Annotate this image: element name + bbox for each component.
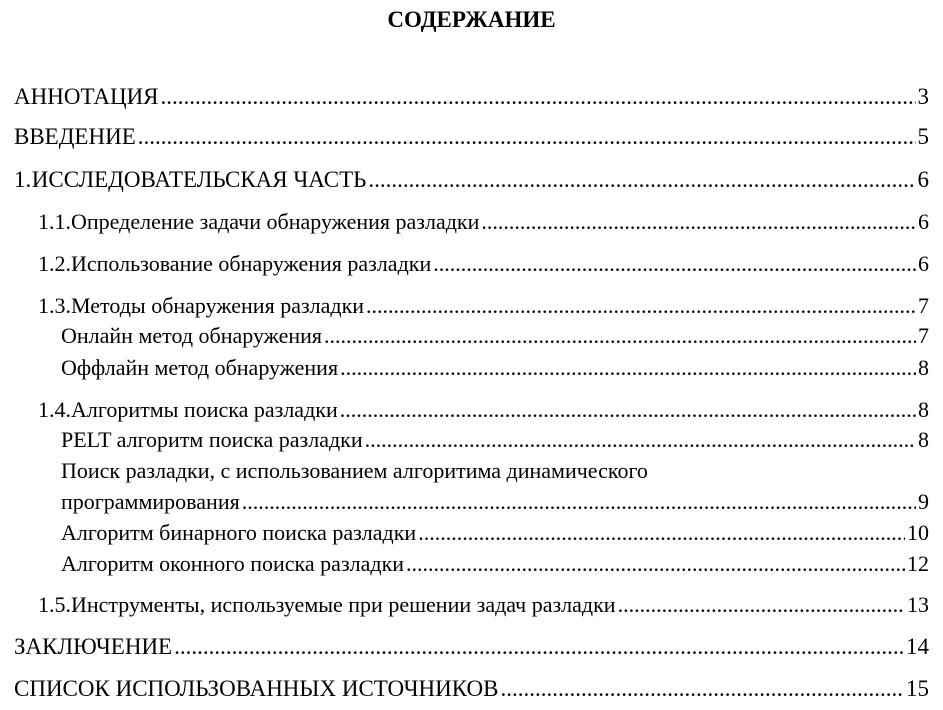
toc-entry-text: Алгоритм бинарного поиска разладки [61, 520, 417, 545]
toc-leader-dots [368, 165, 915, 195]
toc-page-number: 5 [917, 124, 929, 149]
toc-entry-text: Инструменты, используемые при решении задач разладки [71, 592, 616, 617]
toc-entry-text: ВВЕДЕНИЕ [14, 124, 136, 149]
toc-page-number: 6 [918, 251, 929, 276]
toc-entry-text: АННОТАЦИЯ [14, 84, 159, 109]
toc-entry-intro[interactable] [14, 122, 929, 152]
toc-leader-dots [174, 632, 904, 662]
toc-leader-dots [481, 208, 916, 236]
toc-leader-dots [406, 550, 905, 578]
toc-entry-text: Методы обнаружения разладки [71, 293, 365, 318]
toc-page-number: 14 [906, 634, 929, 659]
toc-page-number: 15 [906, 676, 929, 701]
toc-entry-text: Определение задачи обнаружения разладки [71, 209, 480, 234]
toc-page-number: 8 [918, 397, 929, 422]
toc-entry-annotation[interactable] [14, 82, 929, 112]
toc-page-number: 8 [918, 427, 929, 452]
toc-entry-window-search[interactable] [61, 550, 929, 578]
toc-page-number: 12 [907, 551, 929, 576]
toc-entry-text: ЗАКЛЮЧЕНИЕ [14, 634, 173, 659]
toc-entry-section-1-3[interactable] [38, 292, 929, 320]
toc-title: СОДЕРЖАНИЕ [387, 7, 556, 32]
toc-section-number: 1.3. [38, 293, 71, 318]
toc-leader-dots [500, 674, 904, 704]
toc-page-number: 7 [918, 293, 929, 318]
toc-section-number: 1.5. [38, 592, 71, 617]
toc-entry-research[interactable] [14, 165, 929, 195]
toc-entry-text: Алгоритмы поиска разладки [71, 397, 338, 422]
toc-section-number: 1.2. [38, 251, 71, 276]
toc-entry-section-1-1[interactable] [38, 208, 929, 236]
toc-leader-dots [618, 591, 905, 619]
toc-entry-text: Онлайн метод обнаружения [61, 323, 323, 348]
toc-entry-text: PELT алгоритм поиска разладки [61, 427, 363, 452]
toc-section-number: 1.4. [38, 397, 71, 422]
toc-page-number: 3 [917, 84, 929, 109]
toc-entry-dynamic-line1[interactable]: Поиск разладки, с использованием алгоритима динамического [61, 458, 648, 483]
toc-entry-text: Алгоритм оконного поиска разладки [61, 551, 405, 576]
toc-entry-text: СПИСОК ИСПОЛЬЗОВАННЫХ ИСТОЧНИКОВ [14, 676, 499, 701]
toc-entry-offline-method[interactable] [61, 354, 929, 382]
toc-entry-sources[interactable] [14, 674, 929, 704]
toc-entry-section-1-2[interactable] [38, 250, 929, 278]
toc-page-number: 10 [907, 520, 929, 545]
toc-leader-dots [418, 519, 905, 547]
toc-entry-binary-search[interactable] [61, 519, 929, 547]
toc-page-number: 9 [918, 489, 929, 514]
toc-entry-dynamic-programming[interactable] [61, 488, 929, 516]
toc-page-number: 6 [918, 209, 929, 234]
toc-entry-text: ИССЛЕДОВАТЕЛЬСКАЯ ЧАСТЬ [31, 167, 367, 192]
toc-entry-text: программирования [61, 489, 240, 514]
toc-page-number: 13 [907, 592, 929, 617]
toc-entry-text: Оффлайн метод обнаружения [61, 355, 339, 380]
toc-entry-text: Использование обнаружения разладки [71, 251, 432, 276]
toc-leader-dots [324, 322, 916, 350]
toc-leader-dots [242, 488, 916, 516]
toc-page-number: 6 [917, 167, 929, 192]
toc-section-number: 1.1. [38, 209, 71, 234]
toc-leader-dots [138, 122, 916, 152]
toc-page-number: 8 [918, 355, 929, 380]
toc-leader-dots [340, 396, 916, 424]
toc-entry-section-1-5[interactable] [38, 591, 929, 619]
toc-section-number: 1. [14, 167, 32, 192]
toc-entry-online-method[interactable] [61, 322, 929, 350]
toc-leader-dots [340, 354, 916, 382]
toc-leader-dots [365, 426, 916, 454]
toc-entry-section-1-4[interactable] [38, 396, 929, 424]
toc-page-number: 7 [918, 323, 929, 348]
toc-leader-dots [161, 82, 916, 112]
toc-leader-dots [366, 292, 916, 320]
toc-leader-dots [433, 250, 916, 278]
toc-entry-pelt[interactable] [61, 426, 929, 454]
toc-entry-conclusion[interactable] [14, 632, 929, 662]
